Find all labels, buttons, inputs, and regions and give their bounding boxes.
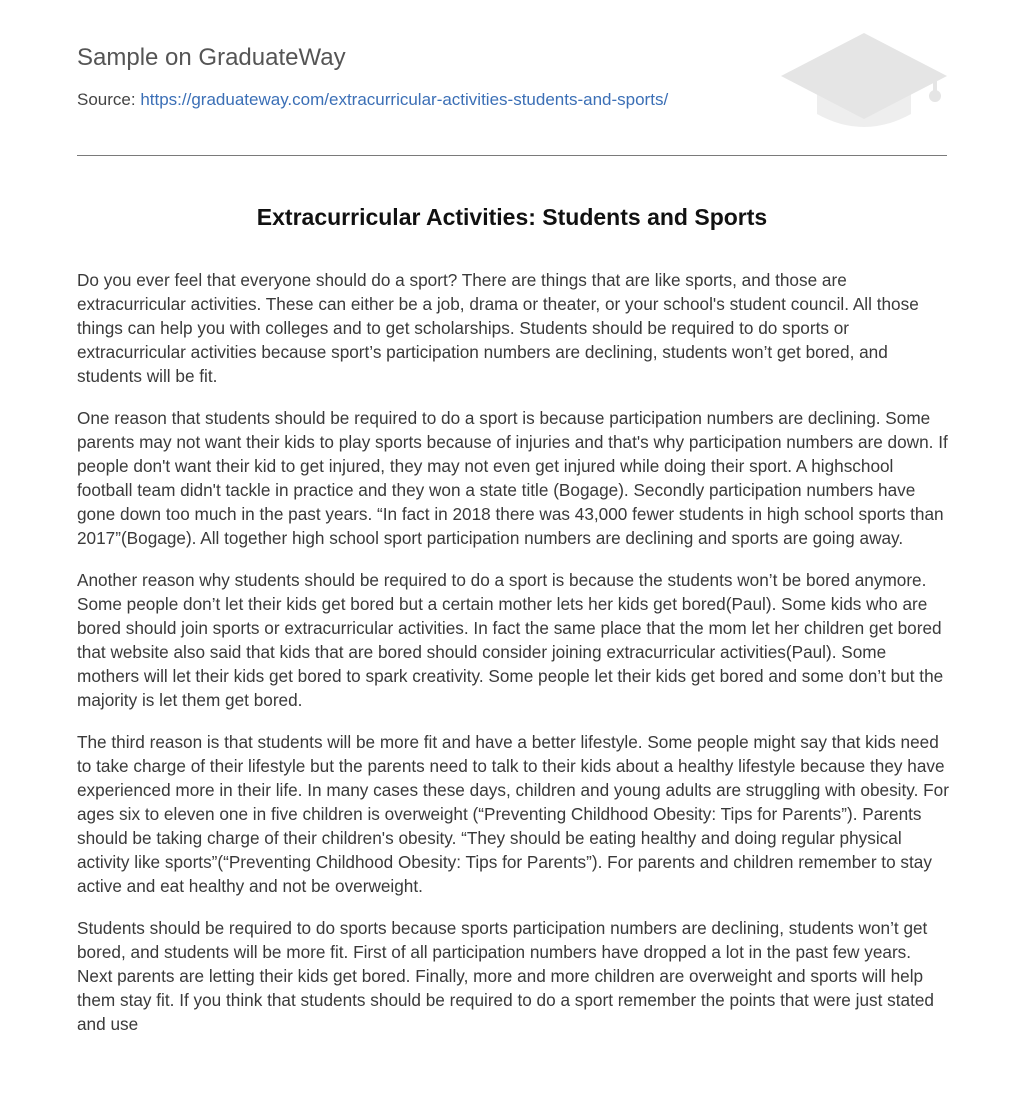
article-paragraph: Another reason why students should be required to do a sport is because the students won’t be bored anymore. Some people don’t let their kids get bored but a certain mother lets her kids get bored(Paul). Some kids who are bored should join sports or extracurricular activities. In fact the same place that the mom let her children get bored that website also said that kids that are bored should consider joining extracurricular activities(Paul). Some mothers will let their kids get bored to spark creativity. Some people let their kids get bored and some don’t but the majority is let them get bored.	[77, 570, 944, 710]
page-header	[77, 0, 947, 156]
article-title: Extracurricular Activities: Students and Sports	[256, 204, 768, 230]
article-paragraph: The third reason is that students will be more fit and have a better lifestyle. Some people might say that kids need to take charge of their lifestyle but the parents need to talk to their kids about a healthy lifestyle because they have experienced more in their life. In many cases these days, children and young adults are struggling with obesity. For ages six to eleven one in five children is overweight (“Preventing Childhood Obesity: Tips for Parents”). Parents should be taking charge of their children's obesity. “They should be eating healthy and doing regular physical activity like sports”(“Preventing Childhood Obesity: Tips for Parents”). For parents and children remember to stay active and eat healthy and not be overweight.	[77, 732, 949, 896]
site-title: Sample on GraduateWay	[77, 44, 346, 71]
header-divider	[77, 155, 947, 156]
source-link[interactable]: https://graduateway.com/extracurricular-activities-students-and-sports/	[140, 90, 669, 109]
article-body	[77, 268, 949, 1054]
article-paragraph: One reason that students should be required to do a sport is because participation numbers are declining. Some parents may not want their kids to play sports because of injuries and that's why participation numbers are down. If people don't want their kid to get injured, they may not even get injured while doing their sport. A highschool football team didn't tackle in practice and they won a state title (Bogage). Secondly participation numbers have gone down too much in the past years. “In fact in 2018 there was 43,000 fewer students in high school sports than 2017”(Bogage). All together high school sport participation numbers are declining and sports are going away.	[77, 408, 948, 548]
article-paragraph: Do you ever feel that everyone should do a sport? There are things that are like sports, and those are extracurricular activities. These can either be a job, drama or theater, or your school's student council. All those things can help you with colleges and to get scholarships. Students should be required to do sports or extracurricular activities because sport’s participation numbers are declining, students won’t get bored, and students will be fit.	[77, 270, 919, 386]
source-line	[77, 90, 668, 110]
graduation-cap-icon	[781, 30, 947, 134]
source-label: Source:	[77, 90, 136, 109]
article-paragraph: Students should be required to do sports because sports participation numbers are declining, students won’t get bored, and students will be more fit. First of all participation numbers have dropped a lot in the past few years. Next parents are letting their kids get bored. Finally, more and more children are overweight and sports will help them stay fit. If you think that students should be required to do a sport remember the points that were just stated and use	[77, 918, 934, 1034]
